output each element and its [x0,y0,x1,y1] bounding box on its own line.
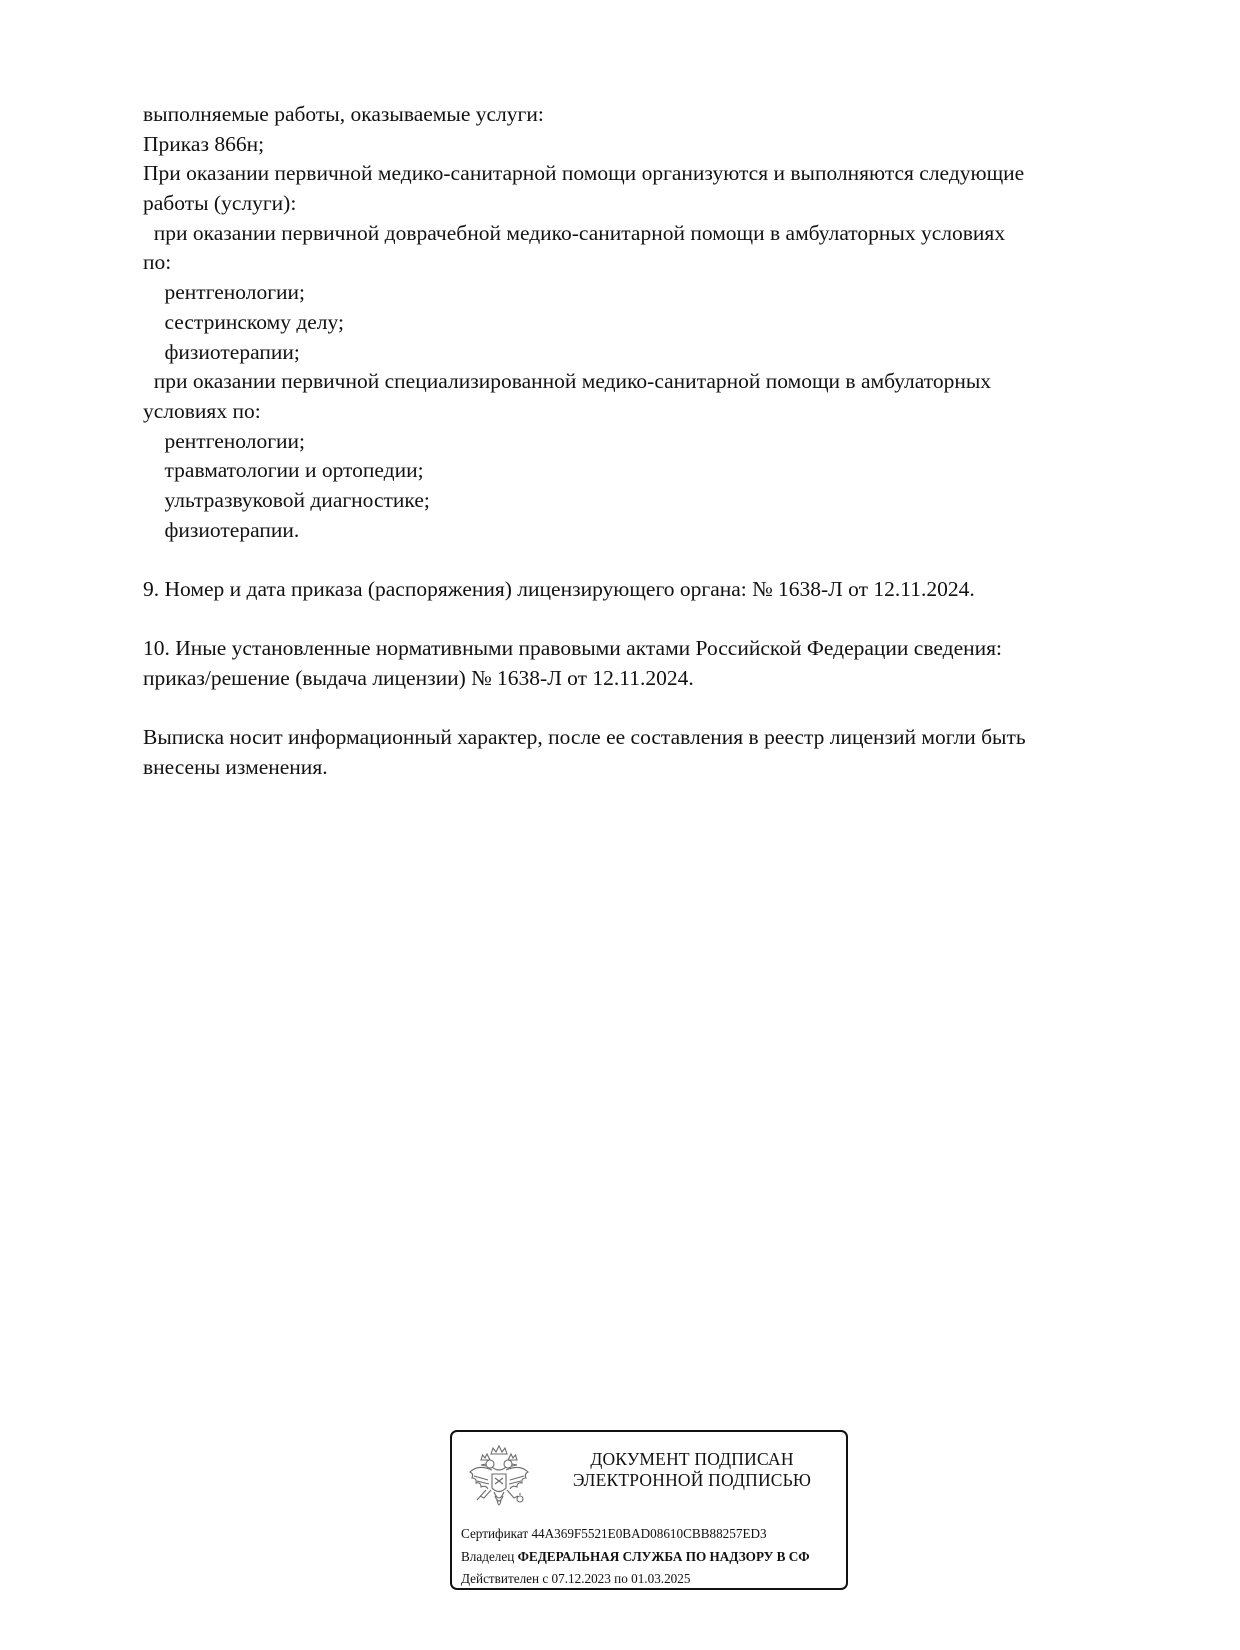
certificate-label: Сертификат [461,1526,529,1541]
validity-line: Действителен с 07.12.2023 по 01.03.2025 [461,1571,691,1586]
text-line: Приказ 866н; [143,131,265,156]
text-line: по: [143,250,172,275]
paragraph-gap [143,545,1153,575]
owner-line [461,1548,810,1565]
text-line: при оказании первичной специализированной медико-санитарной помощи в амбулаторных [143,369,992,394]
certificate-value: 44A369F5521E0BAD08610CBB88257ED3 [531,1526,767,1541]
certificate-line [461,1525,767,1542]
disclaimer-line: внесены изменения. [143,755,328,780]
text-line: при оказании первичной доврачебной медико-санитарной помощи в амбулаторных условиях [143,220,1006,245]
section-10-line: приказ/решение (выдача лицензии) № 1638-Л от 12.11.2024. [143,666,694,691]
owner-value: ФЕДЕРАЛЬНАЯ СЛУЖБА ПО НАДЗОРУ В СФ [517,1549,810,1564]
text-line: работы (услуги): [143,191,297,216]
stamp-title [547,1449,837,1491]
text-line: условиях по: [143,398,261,423]
text-line: ультразвуковой диагностике; [143,487,430,512]
owner-label: Владелец [461,1549,515,1564]
text-line: рентгенологии; [143,428,306,453]
paragraph-gap [143,605,1153,635]
section-9-order-number: 9. Номер и дата приказа (распоряжения) лицензирующего органа: № 1638-Л от 12.11.2024. [143,577,975,601]
electronic-signature-stamp [450,1430,848,1590]
text-line: физиотерапии. [143,517,300,542]
text-line: рентгенологии; [143,280,306,305]
text-line: выполняемые работы, оказываемые услуги: [143,102,544,126]
text-line: При оказании первичной медико-санитарной помощи организуются и выполняются следующие [143,161,1025,186]
text-line: травматологии и ортопедии; [143,458,424,483]
russian-coat-of-arms-icon [464,1440,534,1522]
section-10-line: 10. Иные установленные нормативными правовыми актами Российской Федерации сведения: [143,636,1002,661]
stamp-title-line: ДОКУМЕНТ ПОДПИСАН [590,1449,794,1469]
disclaimer-line: Выписка носит информационный характер, после ее составления в реестр лицензий могли быть [143,725,1026,750]
document-body [143,100,1153,783]
paragraph-gap [143,694,1153,724]
text-line: сестринскому делу; [143,309,344,334]
stamp-title-line: ЭЛЕКТРОННОЙ ПОДПИСЬЮ [572,1470,812,1490]
text-line: физиотерапии; [143,339,300,364]
